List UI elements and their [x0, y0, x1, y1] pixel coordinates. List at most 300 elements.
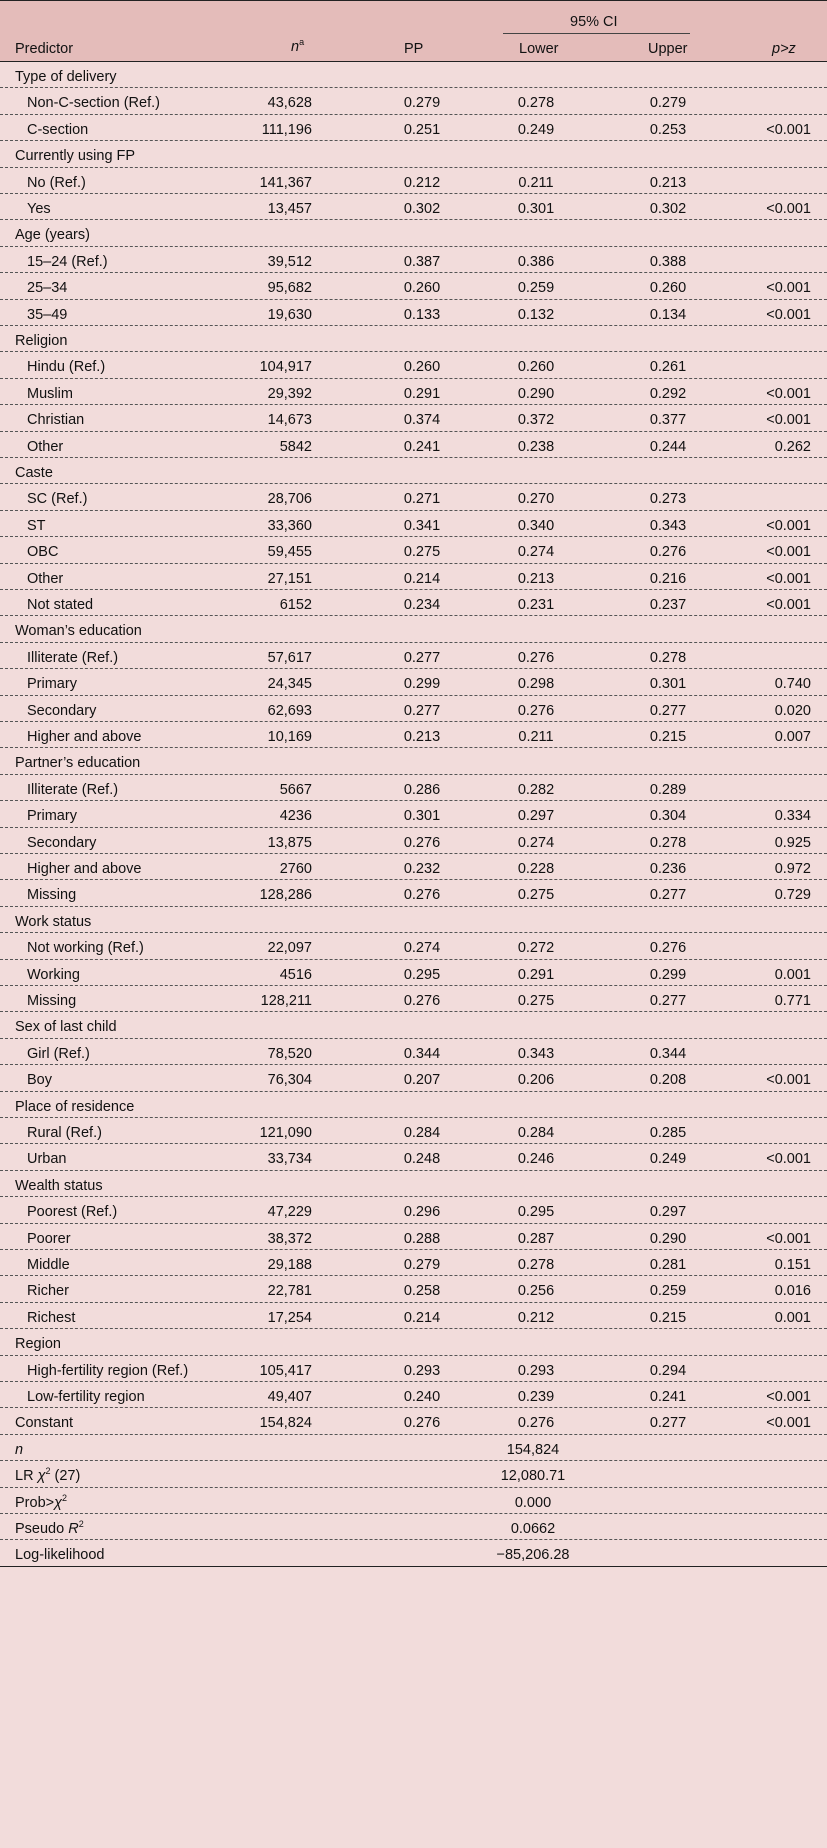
ci-lower-value: 0.298: [517, 676, 555, 693]
ci-upper-value: 0.294: [649, 1362, 687, 1379]
predictor-label: Type of delivery: [15, 69, 117, 85]
table-row: [0, 300, 827, 326]
ci-upper-value: 0.208: [649, 1072, 687, 1089]
ci-lower-value: 0.211: [518, 729, 554, 745]
stat-label: LR $\chi^2$ (27): [15, 1466, 81, 1485]
pp-value: 0.212: [403, 174, 441, 191]
n-value: 128,286: [259, 887, 312, 904]
predictor-label: 15–24 (Ref.): [27, 253, 108, 270]
predictor-label: No (Ref.): [27, 174, 86, 191]
table-row: [0, 1224, 827, 1250]
ci-lower-value: 0.278: [517, 95, 555, 112]
pp-value: 0.260: [403, 359, 441, 376]
predictor-label: Richer: [27, 1283, 69, 1300]
ci-lower-value: 0.343: [517, 1045, 555, 1062]
stat-row: [0, 1461, 827, 1487]
pp-value: 0.275: [403, 544, 441, 561]
table-row: [0, 1356, 827, 1382]
n-value: 29,188: [267, 1257, 312, 1273]
table-row: [0, 484, 827, 510]
ci-lower-value: 0.275: [517, 993, 555, 1009]
predictor-label: Low-fertility region: [27, 1389, 145, 1405]
predictor-label: Higher and above: [27, 861, 142, 877]
predictor-label: Yes: [27, 201, 51, 217]
p-value: <0.001: [766, 570, 811, 587]
pp-value: 0.387: [403, 253, 441, 270]
stat-row: [0, 1488, 827, 1514]
stat-label: $Prob>\chi^2$: [15, 1492, 68, 1511]
ci-upper-value: 0.253: [649, 121, 687, 138]
n-value: 78,520: [267, 1045, 312, 1062]
ci-divider: [503, 33, 690, 34]
p-value: 0.740: [774, 676, 811, 693]
n-value: 24,345: [267, 676, 312, 693]
predictor-label: Place of residence: [15, 1098, 135, 1115]
p-value: <0.001: [766, 517, 811, 534]
predictor-label: Woman’s education: [15, 623, 142, 640]
ci-upper-value: 0.344: [649, 1045, 687, 1062]
pp-value: 0.241: [403, 438, 441, 455]
ci-upper-value: 0.304: [649, 808, 687, 825]
n-value: 57,617: [267, 649, 312, 666]
n-value: 6152: [279, 597, 312, 613]
predictor-label: Work status: [15, 913, 92, 930]
predictor-label: Secondary: [27, 834, 97, 851]
pp-value: 0.133: [403, 306, 441, 323]
pp-value: 0.271: [403, 491, 441, 508]
predictor-label: Urban: [27, 1151, 67, 1168]
pp-value: 0.302: [403, 201, 441, 217]
pp-value: 0.276: [403, 887, 441, 904]
ci-lower-value: 0.372: [517, 412, 555, 429]
stat-label: Log-likelihood: [15, 1547, 105, 1564]
n-value: 33,734: [267, 1151, 312, 1168]
n-value: 33,360: [267, 517, 312, 534]
group-row: [0, 326, 827, 352]
table-row: [0, 352, 827, 378]
predictor-label: Christian: [27, 412, 85, 429]
predictor-label: Girl (Ref.): [27, 1045, 90, 1062]
table-row: [0, 1303, 827, 1329]
n-value: 76,304: [267, 1072, 312, 1089]
predictor-label: Age (years): [15, 227, 90, 244]
table-row: [0, 194, 827, 220]
table-row: [0, 1250, 827, 1276]
pp-value: 0.344: [403, 1045, 441, 1062]
ci-lower-value: 0.256: [517, 1283, 555, 1300]
group-row: [0, 1329, 827, 1355]
n-value: 5842: [279, 438, 312, 455]
table-row: [0, 933, 827, 959]
table-row: [0, 115, 827, 141]
pp-value: 0.286: [403, 781, 441, 798]
n-value: 13,457: [267, 201, 312, 217]
pp-value: 0.274: [403, 940, 441, 957]
n-value: 28,706: [267, 491, 312, 508]
table-row: [0, 590, 827, 616]
p-value: <0.001: [766, 385, 811, 402]
ci-lower-value: 0.213: [517, 570, 555, 587]
ci-lower-value: 0.275: [517, 887, 555, 904]
ci-upper-value: 0.249: [649, 1151, 687, 1168]
ci-upper-value: 0.260: [649, 280, 687, 297]
group-row: [0, 141, 827, 167]
ci-upper-value: 0.276: [649, 544, 687, 561]
pp-value: 0.234: [403, 597, 441, 613]
ci-upper-value: 0.277: [649, 887, 687, 904]
ci-lower-value: 0.278: [517, 1257, 555, 1273]
ci-lower-value: 0.276: [517, 1415, 555, 1432]
predictor-label: Sex of last child: [15, 1019, 117, 1036]
n-value: 43,628: [267, 95, 312, 112]
table-row: [0, 1118, 827, 1144]
group-row: [0, 220, 827, 246]
pp-value: 0.276: [403, 834, 441, 851]
n-value: 95,682: [267, 280, 312, 297]
predictor-label: Illiterate (Ref.): [27, 781, 119, 798]
n-value: 49,407: [267, 1389, 312, 1405]
predictor-label: Poorer: [27, 1230, 71, 1247]
p-value: 0.262: [774, 438, 811, 455]
p-value: <0.001: [766, 1230, 811, 1247]
table-row: [0, 537, 827, 563]
predictor-label: 35–49: [27, 306, 68, 323]
predictor-label: Missing: [27, 993, 77, 1009]
ci-upper-value: 0.215: [649, 729, 687, 745]
ci-upper-value: 0.241: [649, 1389, 687, 1405]
ci-lower-value: 0.231: [517, 597, 555, 613]
ci-upper-value: 0.273: [649, 491, 687, 508]
ci-upper-value: 0.236: [649, 861, 687, 877]
n-value: 105,417: [259, 1362, 312, 1379]
ci-lower-value: 0.291: [517, 966, 555, 983]
p-value: 0.020: [774, 702, 811, 719]
table-row: [0, 775, 827, 801]
ci-upper-value: 0.297: [649, 1204, 687, 1221]
p-value: 0.151: [774, 1257, 811, 1273]
stat-value: −85,206.28: [496, 1547, 570, 1564]
table-row: [0, 511, 827, 537]
n-value: 62,693: [267, 702, 312, 719]
table-row: [0, 1276, 827, 1302]
table-row: [0, 564, 827, 590]
n-value: 128,211: [260, 993, 312, 1009]
predictor-label: Other: [27, 570, 64, 587]
predictor-label: Boy: [27, 1072, 52, 1089]
predictor-label: Wealth status: [15, 1177, 103, 1194]
ci-lower-value: 0.297: [517, 808, 555, 825]
n-value: 154,824: [259, 1415, 312, 1432]
group-row: [0, 458, 827, 484]
table-row: [0, 247, 827, 273]
p-value: 0.972: [774, 861, 811, 877]
table-row: [0, 1065, 827, 1091]
ci-lower-value: 0.238: [517, 438, 555, 455]
group-row: [0, 62, 827, 88]
ci-upper-value: 0.277: [649, 702, 687, 719]
n-value: 22,781: [267, 1283, 312, 1300]
group-row: [0, 1012, 827, 1038]
table-row: [0, 801, 827, 827]
ci-upper-value: 0.302: [649, 201, 687, 217]
table-row: [0, 828, 827, 854]
pp-value: 0.301: [403, 808, 441, 825]
stat-value: 12,080.71: [500, 1468, 566, 1485]
p-value: <0.001: [766, 1415, 811, 1432]
p-value: 0.001: [774, 1309, 811, 1326]
predictor-label: Non-C-section (Ref.): [27, 95, 160, 112]
pp-value: 0.258: [403, 1283, 441, 1300]
pp-value: 0.293: [403, 1362, 441, 1379]
pp-value: 0.232: [403, 861, 441, 877]
predictor-label: Religion: [15, 333, 68, 349]
ci-lower-value: 0.293: [517, 1362, 555, 1379]
predictor-label: Partner’s education: [15, 755, 141, 772]
table-row: [0, 960, 827, 986]
predictor-label: Primary: [27, 808, 77, 825]
n-value: 13,875: [267, 834, 312, 851]
stat-label: Pseudo $R^2$: [15, 1519, 84, 1537]
table-row: [0, 273, 827, 299]
predictor-label: Other: [27, 438, 64, 455]
ci-upper-value: 0.299: [649, 966, 687, 983]
table-row: [0, 669, 827, 695]
predictor-label: Missing: [27, 887, 77, 904]
pp-value: 0.279: [403, 1257, 441, 1273]
predictor-label: C-section: [27, 121, 89, 138]
table-row: [0, 986, 827, 1012]
n-value: 29,392: [267, 385, 312, 402]
ci-lower-value: 0.301: [517, 201, 555, 217]
predictor-label: Poorest (Ref.): [27, 1204, 118, 1221]
n-value: 111,196: [261, 121, 312, 138]
ci-upper-value: 0.244: [649, 438, 687, 455]
pp-value: 0.207: [403, 1072, 441, 1089]
predictor-label: SC (Ref.): [27, 491, 88, 508]
predictor-label: Illiterate (Ref.): [27, 649, 119, 666]
ci-lower-value: 0.211: [518, 174, 554, 191]
header-pp: PP: [404, 41, 424, 57]
n-value: 38,372: [267, 1230, 312, 1247]
table-row: [0, 432, 827, 458]
ci-upper-value: 0.277: [649, 993, 687, 1009]
group-row: [0, 748, 827, 774]
n-value: 5667: [279, 781, 312, 798]
ci-upper-value: 0.292: [649, 385, 687, 402]
ci-lower-value: 0.274: [517, 834, 555, 851]
header-lower: Lower: [519, 41, 559, 57]
predictor-label: ST: [27, 517, 46, 534]
pp-value: 0.279: [403, 95, 441, 112]
table-row: [0, 643, 827, 669]
table-row: [0, 880, 827, 906]
p-value: 0.007: [774, 729, 811, 745]
p-value: <0.001: [766, 597, 811, 613]
ci-upper-value: 0.276: [649, 940, 687, 957]
ci-lower-value: 0.282: [517, 781, 555, 798]
p-value: <0.001: [766, 1072, 811, 1089]
pp-value: 0.277: [403, 649, 441, 666]
table-row: [0, 1144, 827, 1170]
ci-lower-value: 0.272: [517, 940, 555, 957]
ci-lower-value: 0.284: [517, 1125, 555, 1141]
ci-upper-value: 0.388: [649, 253, 687, 270]
predictor-label: Constant: [15, 1415, 74, 1432]
n-value: 17,254: [267, 1309, 312, 1326]
ci-lower-value: 0.249: [517, 121, 555, 138]
table-row: [0, 1408, 827, 1434]
ci-upper-value: 0.277: [649, 1415, 687, 1432]
ci-upper-value: 0.343: [649, 517, 687, 534]
ci-lower-value: 0.386: [517, 253, 555, 270]
n-value: 104,917: [259, 359, 312, 376]
pp-value: 0.341: [403, 517, 441, 534]
table-row: [0, 722, 827, 748]
table-row: [0, 1197, 827, 1223]
predictor-label: Middle: [27, 1257, 70, 1273]
stat-value: 154,824: [506, 1441, 560, 1458]
n-value: 39,512: [267, 253, 312, 270]
predictor-label: Not stated: [27, 597, 94, 613]
p-value: 0.334: [774, 808, 811, 825]
predictor-label: Rural (Ref.): [27, 1125, 102, 1141]
table-row: [0, 1382, 827, 1408]
p-value: 0.729: [774, 887, 811, 904]
predictor-label: Richest: [27, 1309, 76, 1326]
p-value: 0.001: [774, 966, 811, 983]
p-value: <0.001: [766, 412, 811, 429]
p-value: <0.001: [766, 544, 811, 561]
header-n: $n^a$: [291, 37, 305, 55]
n-value: 14,673: [267, 412, 312, 429]
table-header: [0, 0, 827, 62]
p-value: <0.001: [766, 306, 811, 323]
pp-value: 0.374: [403, 412, 441, 429]
n-value: 19,630: [267, 306, 312, 323]
ci-upper-value: 0.278: [649, 834, 687, 851]
ci-lower-value: 0.212: [517, 1309, 555, 1326]
ci-upper-value: 0.215: [649, 1309, 687, 1326]
ci-lower-value: 0.259: [517, 280, 555, 297]
ci-upper-value: 0.289: [649, 781, 687, 798]
p-value: <0.001: [766, 1151, 811, 1168]
ci-lower-value: 0.290: [517, 385, 555, 402]
ci-lower-value: 0.274: [517, 544, 555, 561]
predictor-label: Region: [15, 1336, 61, 1353]
pp-value: 0.276: [403, 1415, 441, 1432]
ci-lower-value: 0.276: [517, 649, 555, 666]
ci-upper-value: 0.261: [649, 359, 687, 376]
n-value: 121,090: [259, 1125, 312, 1141]
table-row: [0, 405, 827, 431]
n-value: 22,097: [267, 940, 312, 957]
pp-value: 0.299: [403, 676, 441, 693]
pp-value: 0.213: [403, 729, 441, 745]
header-p: p>z: [772, 41, 796, 57]
pp-value: 0.251: [403, 121, 441, 138]
ci-upper-value: 0.134: [649, 306, 687, 323]
ci-lower-value: 0.295: [517, 1204, 555, 1221]
ci-lower-value: 0.287: [517, 1230, 555, 1247]
ci-lower-value: 0.276: [517, 702, 555, 719]
ci-upper-value: 0.377: [649, 412, 687, 429]
pp-value: 0.288: [403, 1230, 441, 1247]
ci-upper-value: 0.290: [649, 1230, 687, 1247]
pp-value: 0.295: [403, 966, 441, 983]
n-value: 4516: [279, 966, 312, 983]
predictor-label: OBC: [27, 544, 59, 561]
ci-upper-value: 0.213: [649, 174, 687, 191]
ci-lower-value: 0.132: [517, 306, 555, 323]
predictor-label: Caste: [15, 465, 53, 481]
ci-upper-value: 0.216: [649, 570, 687, 587]
stat-row: [0, 1514, 827, 1540]
predictor-label: Currently using FP: [15, 148, 136, 165]
group-row: [0, 1092, 827, 1118]
predictor-label: Primary: [27, 676, 77, 693]
pp-value: 0.284: [403, 1125, 441, 1141]
pp-value: 0.214: [403, 1309, 441, 1326]
ci-lower-value: 0.260: [517, 359, 555, 376]
table-row: [0, 1039, 827, 1065]
header-ci: 95% CI: [570, 14, 618, 30]
table-row: [0, 696, 827, 722]
pp-value: 0.248: [403, 1151, 441, 1168]
predictor-label: Not working (Ref.): [27, 940, 144, 957]
ci-lower-value: 0.239: [517, 1389, 555, 1405]
table-row: [0, 854, 827, 880]
stat-value: 0.000: [514, 1494, 552, 1511]
ci-upper-value: 0.237: [649, 597, 687, 613]
ci-lower-value: 0.206: [517, 1072, 555, 1089]
predictor-label: Hindu (Ref.): [27, 359, 106, 376]
predictor-label: 25–34: [27, 280, 68, 297]
ci-lower-value: 0.270: [517, 491, 555, 508]
predictor-label: Higher and above: [27, 729, 142, 745]
header-predictor: Predictor: [15, 41, 74, 57]
header-upper: Upper: [648, 41, 688, 57]
stat-row: [0, 1540, 827, 1566]
pp-value: 0.276: [403, 993, 441, 1009]
pp-value: 0.240: [403, 1389, 441, 1405]
p-value: <0.001: [766, 280, 811, 297]
n-value: 141,367: [259, 174, 312, 191]
p-value: <0.001: [766, 201, 811, 217]
n-value: 27,151: [267, 570, 312, 587]
predictor-label: High-fertility region (Ref.): [27, 1362, 189, 1379]
ci-upper-value: 0.281: [649, 1257, 687, 1273]
ci-upper-value: 0.301: [649, 676, 687, 693]
ci-upper-value: 0.278: [649, 649, 687, 666]
pp-value: 0.291: [403, 385, 441, 402]
n-value: 4236: [279, 808, 312, 825]
p-value: <0.001: [766, 121, 811, 138]
p-value: <0.001: [766, 1389, 811, 1405]
stat-value: 0.0662: [510, 1521, 556, 1537]
p-value: 0.925: [774, 834, 811, 851]
ci-lower-value: 0.340: [517, 517, 555, 534]
n-value: 10,169: [267, 729, 312, 745]
group-row: [0, 907, 827, 933]
pp-value: 0.260: [403, 280, 441, 297]
p-value: 0.771: [774, 993, 811, 1009]
stat-row: [0, 1435, 827, 1461]
predictor-label: Muslim: [27, 385, 73, 402]
pp-value: 0.214: [403, 570, 441, 587]
table-row: [0, 379, 827, 405]
stat-label: n: [15, 1441, 24, 1458]
group-row: [0, 616, 827, 642]
